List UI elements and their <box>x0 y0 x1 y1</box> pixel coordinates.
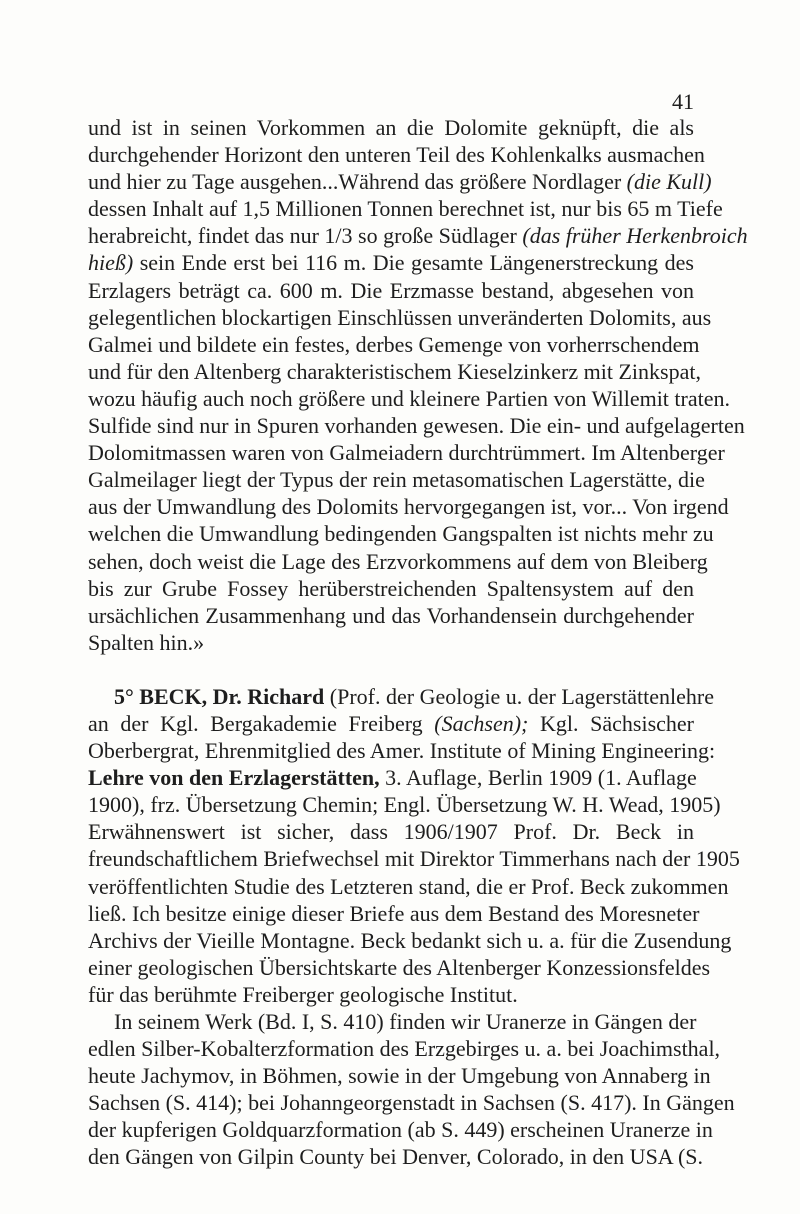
text-line: Oberbergrat, Ehrenmitglied des Amer. Institute of Mining Engineering: <box>88 738 716 764</box>
text-line: und hier zu Tage ausgehen...Während das größere Nordlager (die Kull) <box>88 169 712 195</box>
text-line: bis zur Grube Fossey herüberstreichenden Spaltensystem auf den <box>88 575 694 601</box>
entry-heading: 5° BECK, Dr. Richard <box>114 683 325 709</box>
text-line: Erwähnenswert ist sicher, dass 1906/1907 Prof. Dr. Beck in <box>88 819 694 845</box>
text-line: gelegentlichen blockartigen Einschlüssen unveränderten Dolomits, aus <box>88 304 712 330</box>
text-line: 1900), frz. Übersetzung Chemin; Engl. Übersetzung W. H. Wead, 1905) <box>88 792 721 818</box>
paragraph-beck-entry <box>88 683 740 1008</box>
text-line: und für den Altenberg charakteristischem Kieselzinkerz mit Zinkspat, <box>88 358 701 384</box>
text-line: der kupferigen Goldquarzformation (ab S. 449) erscheinen Uranerze in <box>88 1117 713 1143</box>
text-line: an der Kgl. Bergakademie Freiberg (Sachsen); Kgl. Sächsischer <box>88 710 694 736</box>
text-line: Erzlagers beträgt ca. 600 m. Die Erzmasse bestand, abgesehen von <box>88 277 694 303</box>
text-line: In seinem Werk (Bd. I, S. 410) finden wir Uranerze in Gängen der <box>114 1009 697 1034</box>
text-line: Spalten hin.» <box>88 629 205 655</box>
text-line: wozu häufig auch noch größere und kleinere Partien von Willemit traten. <box>88 385 730 411</box>
text-line: 5° BECK, Dr. Richard (Prof. der Geologie u. der Lagerstättenlehre <box>114 683 715 709</box>
text-line: und ist in seinen Vorkommen an die Dolomite geknüpft, die als <box>88 115 694 140</box>
text-line: veröffentlichten Studie des Letzteren stand, die er Prof. Beck zukommen <box>88 873 729 899</box>
text-line: Archivs der Vieille Montagne. Beck bedankt sich u. a. für die Zusendung <box>88 927 732 953</box>
text-line: hieß) sein Ende erst bei 116 m. Die gesamte Längenerstreckung des <box>88 250 694 276</box>
text-line: Sachsen (S. 414); bei Johanngeorgenstadt in Sachsen (S. 417). In Gängen <box>88 1090 735 1116</box>
italic-name-herkenbroich: (das früher Herkenbroich <box>522 223 748 249</box>
text-line: Sulfide sind nur in Spuren vorhanden gewesen. Die ein- und aufgelagerten <box>88 413 745 439</box>
italic-name-kull: (die Kull) <box>626 169 712 195</box>
paragraph-quote-continuation <box>88 114 748 656</box>
text-line: durchgehender Horizont den unteren Teil des Kohlenkalks ausmachen <box>88 142 705 168</box>
text-line: Galmei und bildete ein festes, derbes Gemenge von vorherrschendem <box>88 331 700 357</box>
text-line: heute Jachymov, in Böhmen, sowie in der Umgebung von Annaberg in <box>88 1063 711 1089</box>
text-line: aus der Umwandlung des Dolomits hervorgegangen ist, vor... Von irgend <box>88 494 729 520</box>
text-line: welchen die Umwandlung bedingenden Gangspalten ist nichts mehr zu <box>88 521 714 547</box>
page-number: 41 <box>672 89 694 114</box>
text-line: für das berühmte Freiberger geologische Institut. <box>88 981 518 1007</box>
text-line: den Gängen von Gilpin County bei Denver, Colorado, in den USA (S. <box>88 1144 704 1170</box>
text-line: Galmeilager liegt der Typus der rein metasomatischen Lagerstätte, die <box>88 467 705 493</box>
italic-place-sachsen: (Sachsen); <box>434 710 529 736</box>
text-line: ließ. Ich besitze einige dieser Briefe aus dem Bestand des Moresneter <box>88 900 700 926</box>
text-line: Dolomitmassen waren von Galmeiadern durchtrümmert. Im Altenberger <box>88 440 725 466</box>
italic-name-herkenbroich-end: hieß) <box>88 250 134 276</box>
text-line: herabreicht, findet das nur 1/3 so große Südlager (das früher Herkenbroich <box>88 223 748 249</box>
text-line: Lehre von den Erzlagerstätten, 3. Auflage, Berlin 1909 (1. Auflage <box>88 765 697 791</box>
text-line: freundschaftlichem Briefwechsel mit Direktor Timmerhans nach der 1905 <box>88 846 740 872</box>
book-title: Lehre von den Erzlagerstätten, <box>88 765 380 791</box>
text-line: sehen, doch weist die Lage des Erzvorkommens auf dem von Bleiberg <box>88 548 708 574</box>
text-line: edlen Silber-Kobalterzformation des Erzgebirges u. a. bei Joachimsthal, <box>88 1036 721 1062</box>
text-line: dessen Inhalt auf 1,5 Millionen Tonnen berechnet ist, nur bis 65 m Tiefe <box>88 196 723 222</box>
paragraph-uranerze <box>88 1008 735 1171</box>
text-line: ursächlichen Zusammenhang und das Vorhandensein durchgehender <box>88 602 694 628</box>
text-line: einer geologischen Übersichtskarte des Altenberger Konzessionsfeldes <box>88 954 711 980</box>
body-text <box>88 114 748 1171</box>
